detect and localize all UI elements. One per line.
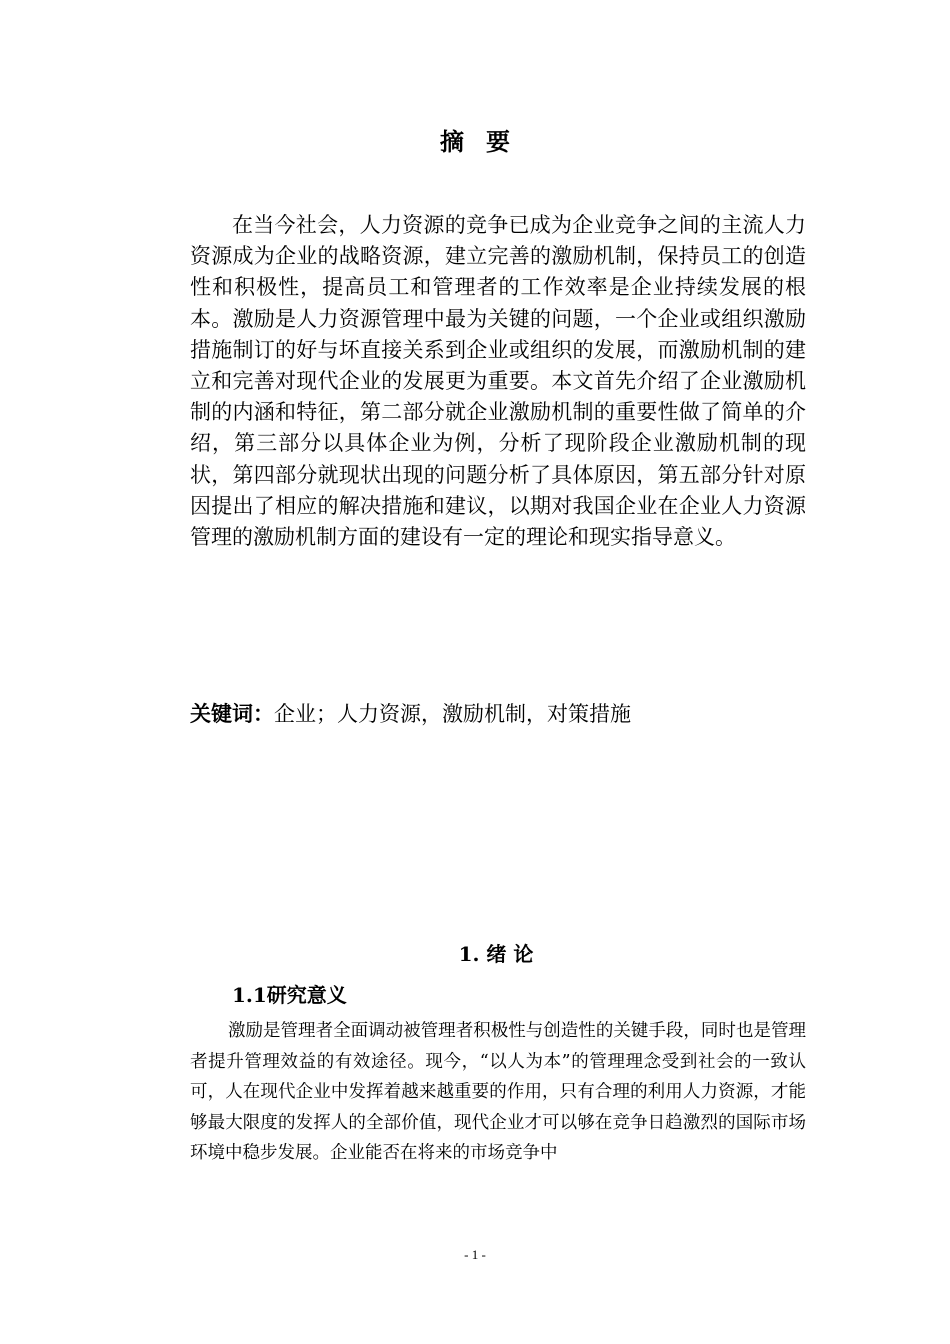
keywords-label: 关键词：	[190, 702, 274, 726]
section-title: 1.1研究意义	[232, 983, 347, 1007]
keywords-value: 企业；人力资源，激励机制，对策措施	[274, 702, 631, 726]
abstract-body	[190, 210, 806, 553]
abstract-paragraph: 在当今社会，人力资源的竞争已成为企业竞争之间的主流人力资源成为企业的战略资源，建立完善的激励机制，保持员工的创造性和积极性，提高员工和管理者的工作效率是企业持续发展的根本。激励是人力资源管理中最为关键的问题，一个企业或组织激励措施制订的好与坏直接关系到企业或组织的发展，而激励机制的建立和完善对现代企业的发展更为重要。本文首先介绍了企业激励机制的内涵和特征，第二部分就企业激励机制的重要性做了简单的介绍，第三部分以具体企业为例，分析了现阶段企业激励机制的现状，第四部分就现状出现的问题分析了具体原因，第五部分针对原因提出了相应的解决措施和建议，以期对我国企业在企业人力资源管理的激励机制方面的建设有一定的理论和现实指导意义。	[190, 213, 806, 550]
page-number: - 1 -	[464, 1247, 486, 1262]
chapter-body	[190, 1016, 806, 1169]
keywords-line	[190, 700, 806, 728]
chapter-title: 1. 绪 论	[458, 942, 534, 966]
chapter-paragraph: 激励是管理者全面调动被管理者积极性与创造性的关键手段，同时也是管理者提升管理效益的有效途径。现今，“以人为本”的管理理念受到社会的一致认可，人在现代企业中发挥着越来越重要的作用，只有合理的利用人力资源，才能够最大限度的发挥人的全部价值，现代企业才可以够在竞争日趋激烈的国际市场环境中稳步发展。企业能否在将来的市场竞争中	[190, 1021, 806, 1164]
abstract-title: 摘要	[440, 127, 532, 156]
